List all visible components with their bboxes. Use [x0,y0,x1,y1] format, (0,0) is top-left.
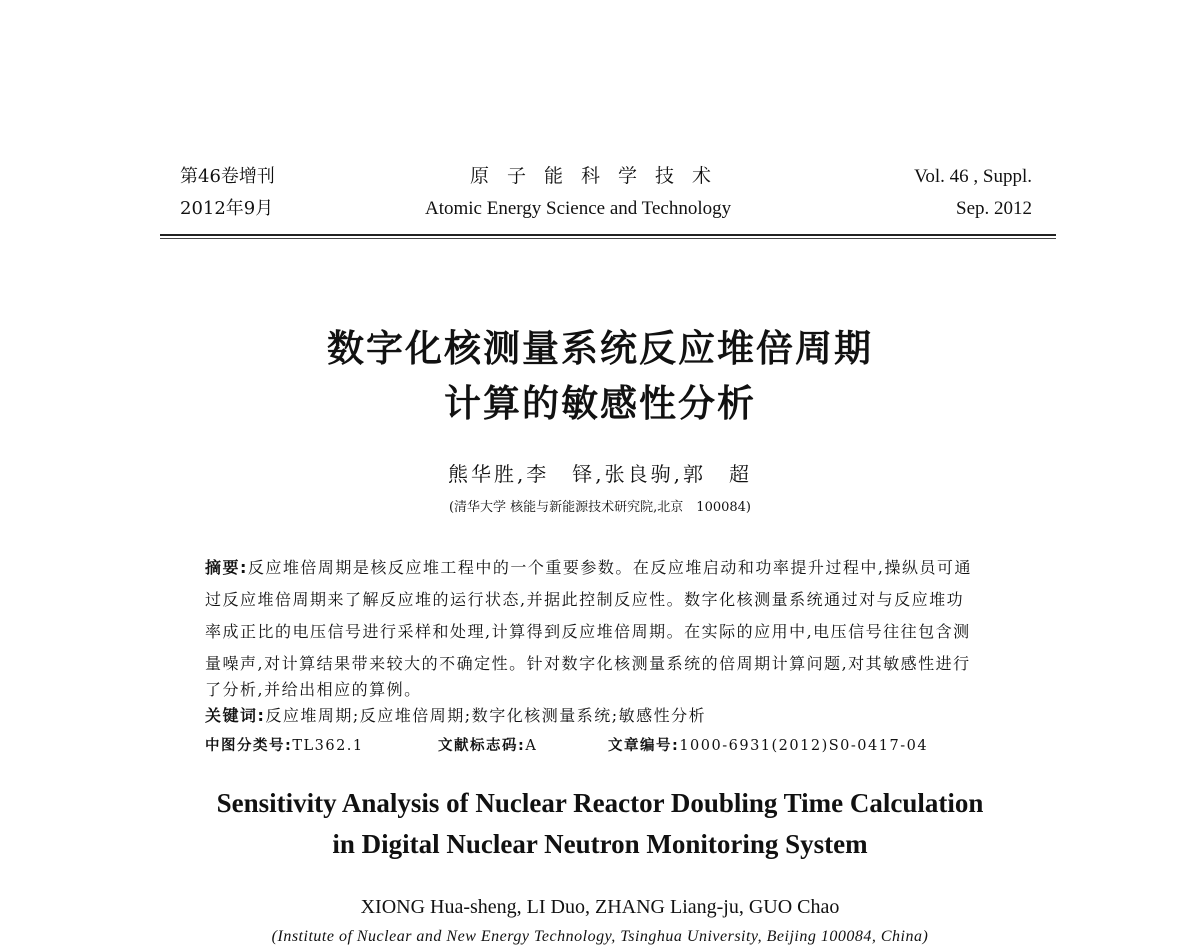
affiliation-cn: (清华大学 核能与新能源技术研究院,北京 100084) [448,500,752,515]
affiliation-en: (Institute of Nuclear and New Energy Technology, Tsinghua University, Beijing 100084, China) [271,928,929,945]
title-cn-line2: 计算的敏感性分析 [444,382,756,425]
doc-code-value: A [525,738,538,754]
abstract-line-2: 过反应堆倍周期来了解反应堆的运行状态,并据此控制反应性。数字化核测量系统通过对与反应堆功 [205,590,965,609]
classification-article [608,736,928,756]
header-rule-thick [160,234,1056,236]
doc-code-label: 文献标志码: [438,738,526,754]
authors-cn: 熊华胜,李 铎,张良驹,郭 超 [447,462,753,486]
keywords-label: 关键词: [205,706,266,725]
keywords-line [205,706,706,726]
keywords-text: 反应堆周期;反应堆倍周期;数字化核测量系统;敏感性分析 [265,706,707,725]
abstract-line-5: 了分析,并给出相应的算例。 [205,680,422,699]
article-id-label: 文章编号: [608,738,680,754]
header-volume-cn: 第46卷增刊 [180,166,275,187]
classification-doc [438,736,537,756]
header-rule-thin [160,238,1056,239]
abstract-line-4: 量噪声,对计算结果带来较大的不确定性。针对数字化核测量系统的倍周期计算问题,对其敏感性进行 [205,654,971,673]
title-en-line1: Sensitivity Analysis of Nuclear Reactor Doubling Time Calculation [216,788,984,818]
header-date-en: Sep. 2012 [956,198,1032,219]
authors-en: XIONG Hua-sheng, LI Duo, ZHANG Liang-ju, GUO Chao [360,896,840,918]
abstract-line-3: 率成正比的电压信号进行采样和处理,计算得到反应堆倍周期。在实际的应用中,电压信号往往包含测 [205,622,971,641]
abstract-text-1: 反应堆倍周期是核反应堆工程中的一个重要参数。在反应堆启动和功率提升过程中,操纵员可通 [247,558,972,577]
abstract-line-1 [205,558,972,578]
clc-label: 中图分类号: [205,738,293,754]
header-journal-en: Atomic Energy Science and Technology [425,198,732,219]
header-date-cn: 2012年9月 [180,198,274,219]
title-en-line2: in Digital Nuclear Neutron Monitoring System [332,829,868,859]
abstract-label: 摘要: [205,558,248,577]
header-volume-en: Vol. 46 , Suppl. [914,166,1032,187]
title-cn-line1: 数字化核测量系统反应堆倍周期 [327,327,873,370]
classification-clc [205,736,364,756]
header-journal-cn: 原子能科学技术 [470,165,730,187]
article-id-value: 1000-6931(2012)S0-0417-04 [679,738,929,754]
clc-value: TL362.1 [292,738,364,754]
